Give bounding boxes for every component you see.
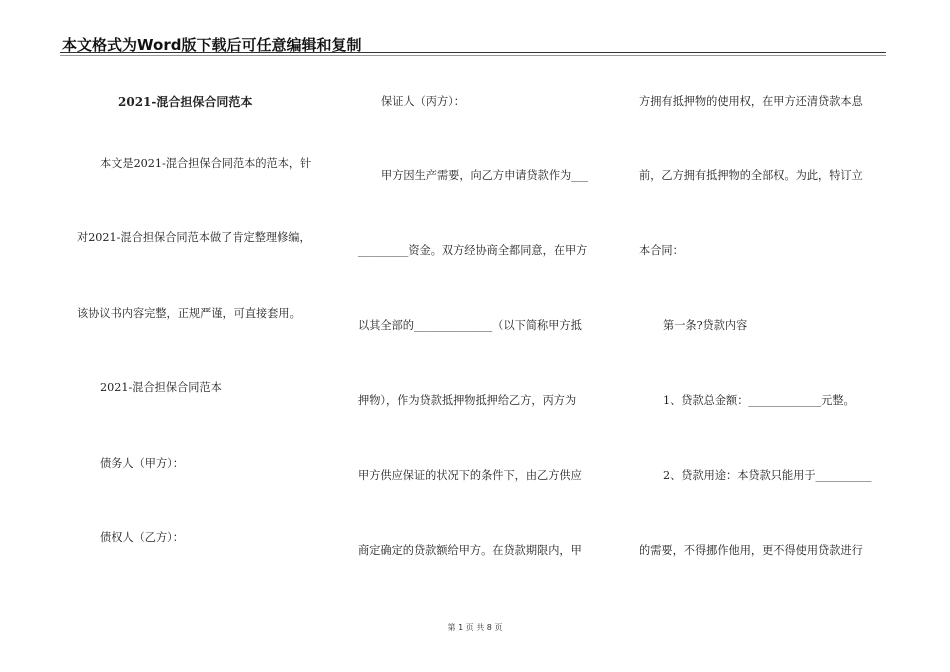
text-line: 债务人（甲方）：	[100, 457, 184, 470]
text-line: 2、贷款用途：本贷款只能用于__________	[663, 469, 872, 482]
text-line: 押物），作为贷款抵押物抵押给乙方，丙方为	[358, 394, 577, 407]
text-line: 本合同：	[639, 244, 684, 257]
text-line: 商定确定的贷款额给甲方。在贷款期限内，甲	[358, 544, 582, 557]
header-title: 本文格式为Word版下载后可任意编辑和复制	[62, 36, 362, 54]
text-line: 甲方因生产需要，向乙方申请贷款作为___	[381, 169, 588, 182]
text-line: 的需要，不得挪作他用，更不得使用贷款进行	[639, 544, 863, 557]
text-line: 甲方供应保证的状况下的条件下，由乙方供应	[358, 469, 582, 482]
text-line: 方拥有抵押物的使用权，在甲方还清贷款本息	[639, 95, 863, 108]
document-title: 2021-混合担保合同范本	[118, 95, 253, 109]
text-line: 对2021-混合担保合同范本做了肯定整理修编，	[77, 231, 311, 244]
section-heading: 第一条?贷款内容	[663, 319, 748, 332]
text-line: 2021-混合担保合同范本	[100, 381, 222, 394]
header-rule-thin	[60, 55, 886, 56]
text-line: _________资金。双方经协商全都同意，在甲方	[358, 244, 588, 257]
text-line: 该协议书内容完整，正规严谨，可直接套用。	[77, 307, 301, 320]
page-number: 第 1 页 共 8 页	[447, 623, 503, 632]
text-line: 保证人（丙方）：	[381, 95, 465, 108]
text-line: 以其全部的______________（以下简称甲方抵	[358, 319, 582, 332]
text-line: 前，乙方拥有抵押物的全部权。为此，特订立	[639, 169, 863, 182]
text-line: 1、贷款总金额：_____________元整。	[663, 394, 855, 407]
text-line: 债权人（乙方）：	[100, 531, 184, 544]
text-line: 本文是2021-混合担保合同范本的范本，针	[100, 157, 312, 170]
header-rule	[60, 52, 886, 53]
